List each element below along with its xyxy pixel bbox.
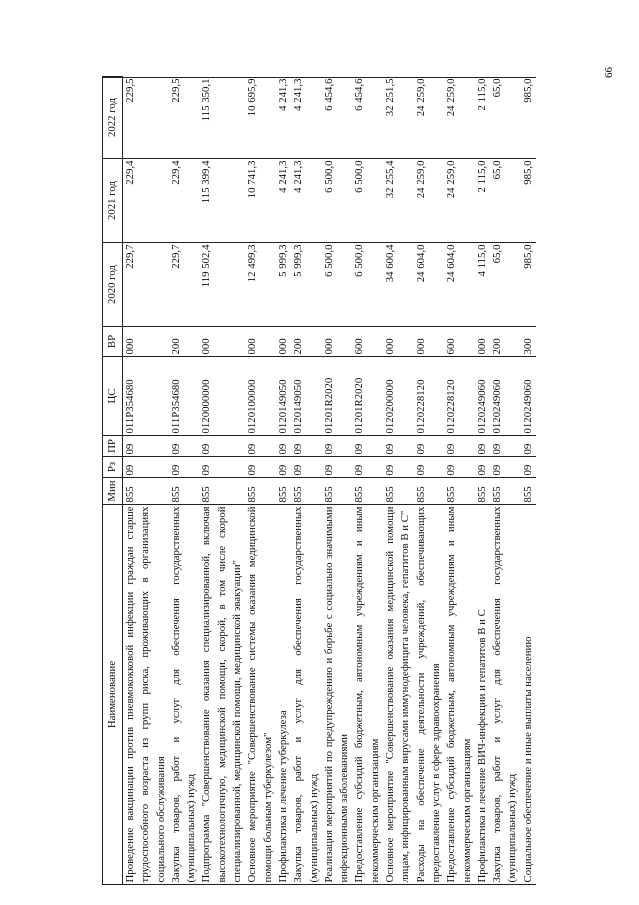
cell-2022: 10 695,9 bbox=[246, 78, 259, 117]
cell-name: Социальное обеспечение и иные выплаты населению bbox=[521, 636, 534, 883]
cell-2020: 6 500,0 bbox=[322, 244, 335, 277]
cell-cs: 011P354680 bbox=[124, 379, 136, 434]
cell-pr: 09 bbox=[292, 443, 305, 455]
cell-2022: 32 251,5 bbox=[384, 78, 397, 117]
cell-name: Подпрограмма "Совершенствование оказания специализированной, включая высокотехнологичную, медицинской помощи, скорой, в том числе скорой специализированной, медицинской помощи, медицинской эвакуации" bbox=[200, 506, 244, 883]
cell-min: 855 bbox=[322, 486, 335, 503]
cell-2020: 5 999,3 bbox=[276, 244, 289, 277]
cell-rz: 09 bbox=[491, 464, 504, 476]
table-row bbox=[352, 77, 383, 885]
cell-vr: 000 bbox=[246, 338, 259, 355]
col-header-min: Мин bbox=[103, 478, 123, 505]
cell-pr: 09 bbox=[353, 443, 366, 455]
cell-2021: 24 259,0 bbox=[414, 160, 427, 199]
cell-name: Профилактика и лечение туберкулеза bbox=[276, 710, 289, 883]
cell-min: 855 bbox=[353, 486, 366, 503]
cell-2021: 985,0 bbox=[521, 160, 534, 185]
column-divider bbox=[102, 435, 536, 436]
column-divider bbox=[102, 356, 536, 357]
col-header-rz: Рз bbox=[103, 457, 123, 478]
cell-rz: 09 bbox=[292, 464, 305, 476]
column-divider bbox=[102, 504, 536, 505]
cell-2021: 2 115,0 bbox=[475, 160, 488, 193]
cell-min: 855 bbox=[200, 486, 213, 503]
table-row bbox=[414, 77, 445, 885]
cell-2020: 12 499,3 bbox=[246, 244, 259, 283]
table-row bbox=[322, 77, 353, 885]
cell-min: 855 bbox=[475, 486, 488, 503]
cell-vr: 600 bbox=[353, 338, 366, 355]
cell-2022: 2 115,0 bbox=[475, 78, 488, 111]
col-header-2021: 2021 год bbox=[103, 159, 123, 243]
col-header-vr: ВР bbox=[103, 327, 123, 357]
table-body bbox=[123, 77, 537, 885]
cell-cs: 0120149050 bbox=[276, 379, 289, 434]
cell-name: Закупка товаров, работ и услуг для обеспечения государственных (муниципальных) нужд bbox=[491, 506, 519, 883]
cell-2020: 6 500,0 bbox=[353, 244, 366, 277]
cell-2022: 985,0 bbox=[521, 78, 534, 103]
cell-name: Закупка товаров, работ и услуг для обеспечения государственных (муниципальных) нужд bbox=[169, 506, 198, 883]
cell-2020: 229,7 bbox=[124, 244, 136, 269]
cell-vr: 000 bbox=[414, 338, 427, 355]
cell-rz: 09 bbox=[384, 464, 397, 476]
cell-2022: 229,5 bbox=[124, 78, 136, 103]
cell-min: 855 bbox=[491, 486, 504, 503]
cell-2022: 24 259,0 bbox=[414, 78, 427, 117]
table-row bbox=[291, 77, 322, 885]
cell-2021: 65,0 bbox=[491, 160, 504, 180]
cell-rz: 09 bbox=[414, 464, 427, 476]
cell-vr: 300 bbox=[521, 338, 534, 355]
table-row bbox=[276, 77, 291, 885]
cell-pr: 09 bbox=[276, 443, 289, 455]
cell-pr: 09 bbox=[246, 443, 259, 455]
table-row bbox=[383, 77, 414, 885]
col-header-2022: 2022 год bbox=[103, 77, 123, 159]
cell-min: 855 bbox=[445, 486, 458, 503]
cell-pr: 09 bbox=[414, 443, 427, 455]
cell-cs: 0120200000 bbox=[384, 379, 397, 434]
cell-pr: 09 bbox=[124, 443, 136, 455]
cell-2020: 5 999,3 bbox=[292, 244, 305, 277]
cell-2021: 6 500,0 bbox=[353, 160, 366, 193]
cell-vr: 000 bbox=[124, 338, 136, 355]
cell-2022: 4 241,3 bbox=[276, 78, 289, 111]
cell-min: 855 bbox=[384, 486, 397, 503]
cell-2021: 6 500,0 bbox=[322, 160, 335, 193]
cell-rz: 09 bbox=[200, 464, 213, 476]
cell-2020: 229,7 bbox=[169, 244, 182, 269]
cell-name: Профилактика и лечение ВИЧ-инфекции и гепатитов В и С bbox=[475, 609, 488, 883]
cell-2022: 229,5 bbox=[169, 78, 182, 103]
cell-2022: 6 454,6 bbox=[353, 78, 366, 111]
cell-vr: 200 bbox=[169, 338, 182, 355]
cell-2020: 65,0 bbox=[491, 244, 504, 264]
cell-2021: 10 741,3 bbox=[246, 160, 259, 199]
cell-2020: 24 604,0 bbox=[445, 244, 458, 283]
cell-cs: 0120228120 bbox=[414, 379, 427, 434]
cell-rz: 09 bbox=[521, 464, 534, 476]
cell-vr: 200 bbox=[292, 338, 305, 355]
cell-rz: 09 bbox=[475, 464, 488, 476]
cell-name: Расходы на обеспечение деятельности учреждений, обеспечивающих предоставление услуг в сфере здравоохранения bbox=[414, 506, 442, 883]
column-divider bbox=[102, 242, 536, 243]
cell-rz: 09 bbox=[246, 464, 259, 476]
cell-2022: 4 241,3 bbox=[292, 78, 305, 111]
column-divider bbox=[102, 456, 536, 457]
cell-pr: 09 bbox=[200, 443, 213, 455]
cell-pr: 09 bbox=[384, 443, 397, 455]
cell-rz: 09 bbox=[322, 464, 335, 476]
cell-2021: 229,4 bbox=[124, 160, 136, 185]
table-row bbox=[123, 77, 169, 885]
cell-cs: 01201R2020 bbox=[322, 377, 335, 434]
cell-2022: 6 454,6 bbox=[322, 78, 335, 111]
cell-cs: 0120249060 bbox=[521, 379, 534, 434]
cell-cs: 0120149050 bbox=[292, 379, 305, 434]
cell-min: 855 bbox=[246, 486, 259, 503]
table-row bbox=[245, 77, 276, 885]
cell-vr: 200 bbox=[491, 338, 504, 355]
col-header-pr: ПР bbox=[103, 436, 123, 457]
col-header-cs: ЦС bbox=[103, 357, 123, 436]
column-divider bbox=[102, 326, 536, 327]
cell-rz: 09 bbox=[169, 464, 182, 476]
cell-min: 855 bbox=[414, 486, 427, 503]
cell-2020: 24 604,0 bbox=[414, 244, 427, 283]
cell-2020: 985,0 bbox=[521, 244, 534, 269]
cell-pr: 09 bbox=[445, 443, 458, 455]
table-row bbox=[169, 77, 200, 885]
cell-2021: 4 241,3 bbox=[276, 160, 289, 193]
col-header-name: Наименование bbox=[103, 505, 123, 885]
cell-min: 855 bbox=[292, 486, 305, 503]
cell-rz: 09 bbox=[445, 464, 458, 476]
column-divider bbox=[102, 158, 536, 159]
cell-vr: 600 bbox=[445, 338, 458, 355]
cell-2022: 65,0 bbox=[491, 78, 504, 98]
cell-cs: 011P354680 bbox=[169, 379, 182, 434]
cell-pr: 09 bbox=[521, 443, 534, 455]
cell-2021: 32 255,4 bbox=[384, 160, 397, 199]
cell-cs: 0120228120 bbox=[445, 379, 458, 434]
cell-cs: 0120000000 bbox=[200, 379, 213, 434]
cell-name: Проведение вакцинации против пневмококковой инфекции граждан старше трудоспособного возраста из групп риска, проживающих в организациях социального обслуживания bbox=[124, 506, 167, 883]
table-row bbox=[521, 77, 536, 885]
column-divider bbox=[102, 477, 536, 478]
rotated-budget-table bbox=[102, 77, 572, 885]
cell-rz: 09 bbox=[124, 464, 136, 476]
cell-2022: 115 350,1 bbox=[200, 78, 213, 122]
column-divider bbox=[102, 884, 536, 885]
table-row bbox=[475, 77, 490, 885]
cell-name: Закупка товаров, работ и услуг для обеспечения государственных (муниципальных) нужд bbox=[292, 506, 320, 883]
page-number: 66 bbox=[603, 67, 615, 78]
cell-name: Предоставление субсидий бюджетным, автономным учреждениям и иным некоммерческим организациям bbox=[353, 506, 381, 883]
cell-vr: 000 bbox=[276, 338, 289, 355]
cell-name: Предоставление субсидий бюджетным, автономным учреждениям и иным некоммерческим организациям bbox=[445, 506, 473, 883]
cell-min: 855 bbox=[521, 486, 534, 503]
cell-rz: 09 bbox=[276, 464, 289, 476]
cell-vr: 000 bbox=[384, 338, 397, 355]
cell-2020: 34 600,4 bbox=[384, 244, 397, 283]
cell-rz: 09 bbox=[353, 464, 366, 476]
cell-vr: 000 bbox=[322, 338, 335, 355]
table-header-row bbox=[103, 77, 123, 885]
cell-2020: 4 115,0 bbox=[475, 244, 488, 277]
cell-pr: 09 bbox=[322, 443, 335, 455]
cell-2021: 115 399,4 bbox=[200, 160, 213, 204]
table-row bbox=[199, 77, 245, 885]
cell-cs: 01201R2020 bbox=[353, 377, 366, 434]
cell-min: 855 bbox=[276, 486, 289, 503]
column-divider bbox=[102, 77, 536, 78]
cell-min: 855 bbox=[169, 486, 182, 503]
cell-vr: 000 bbox=[475, 338, 488, 355]
cell-2020: 119 502,4 bbox=[200, 244, 213, 288]
budget-table bbox=[102, 76, 536, 885]
cell-2021: 229,4 bbox=[169, 160, 182, 185]
cell-name: Основное мероприятие "Совершенствование оказания медицинской помощи лицам, инфицированным вирусами иммунодефицита человека, гепатитов В и С" bbox=[384, 506, 412, 883]
cell-2021: 24 259,0 bbox=[445, 160, 458, 199]
cell-cs: 0120100000 bbox=[246, 379, 259, 434]
table-row bbox=[490, 77, 521, 885]
cell-vr: 000 bbox=[200, 338, 213, 355]
cell-pr: 09 bbox=[491, 443, 504, 455]
table-row bbox=[444, 77, 475, 885]
cell-2021: 4 241,3 bbox=[292, 160, 305, 193]
cell-pr: 09 bbox=[169, 443, 182, 455]
col-header-2020: 2020 год bbox=[103, 243, 123, 327]
cell-cs: 0120249060 bbox=[491, 379, 504, 434]
cell-2022: 24 259,0 bbox=[445, 78, 458, 117]
cell-min: 855 bbox=[124, 486, 136, 503]
cell-pr: 09 bbox=[475, 443, 488, 455]
cell-name: Основное мероприятие "Совершенствование системы оказания медицинской помощи больным туберкулезом" bbox=[246, 506, 274, 883]
cell-name: Реализация мероприятий по предупреждению и борьбе с социально значимыми инфекционными заболеваниями bbox=[322, 506, 351, 883]
cell-cs: 0120249060 bbox=[475, 379, 488, 434]
